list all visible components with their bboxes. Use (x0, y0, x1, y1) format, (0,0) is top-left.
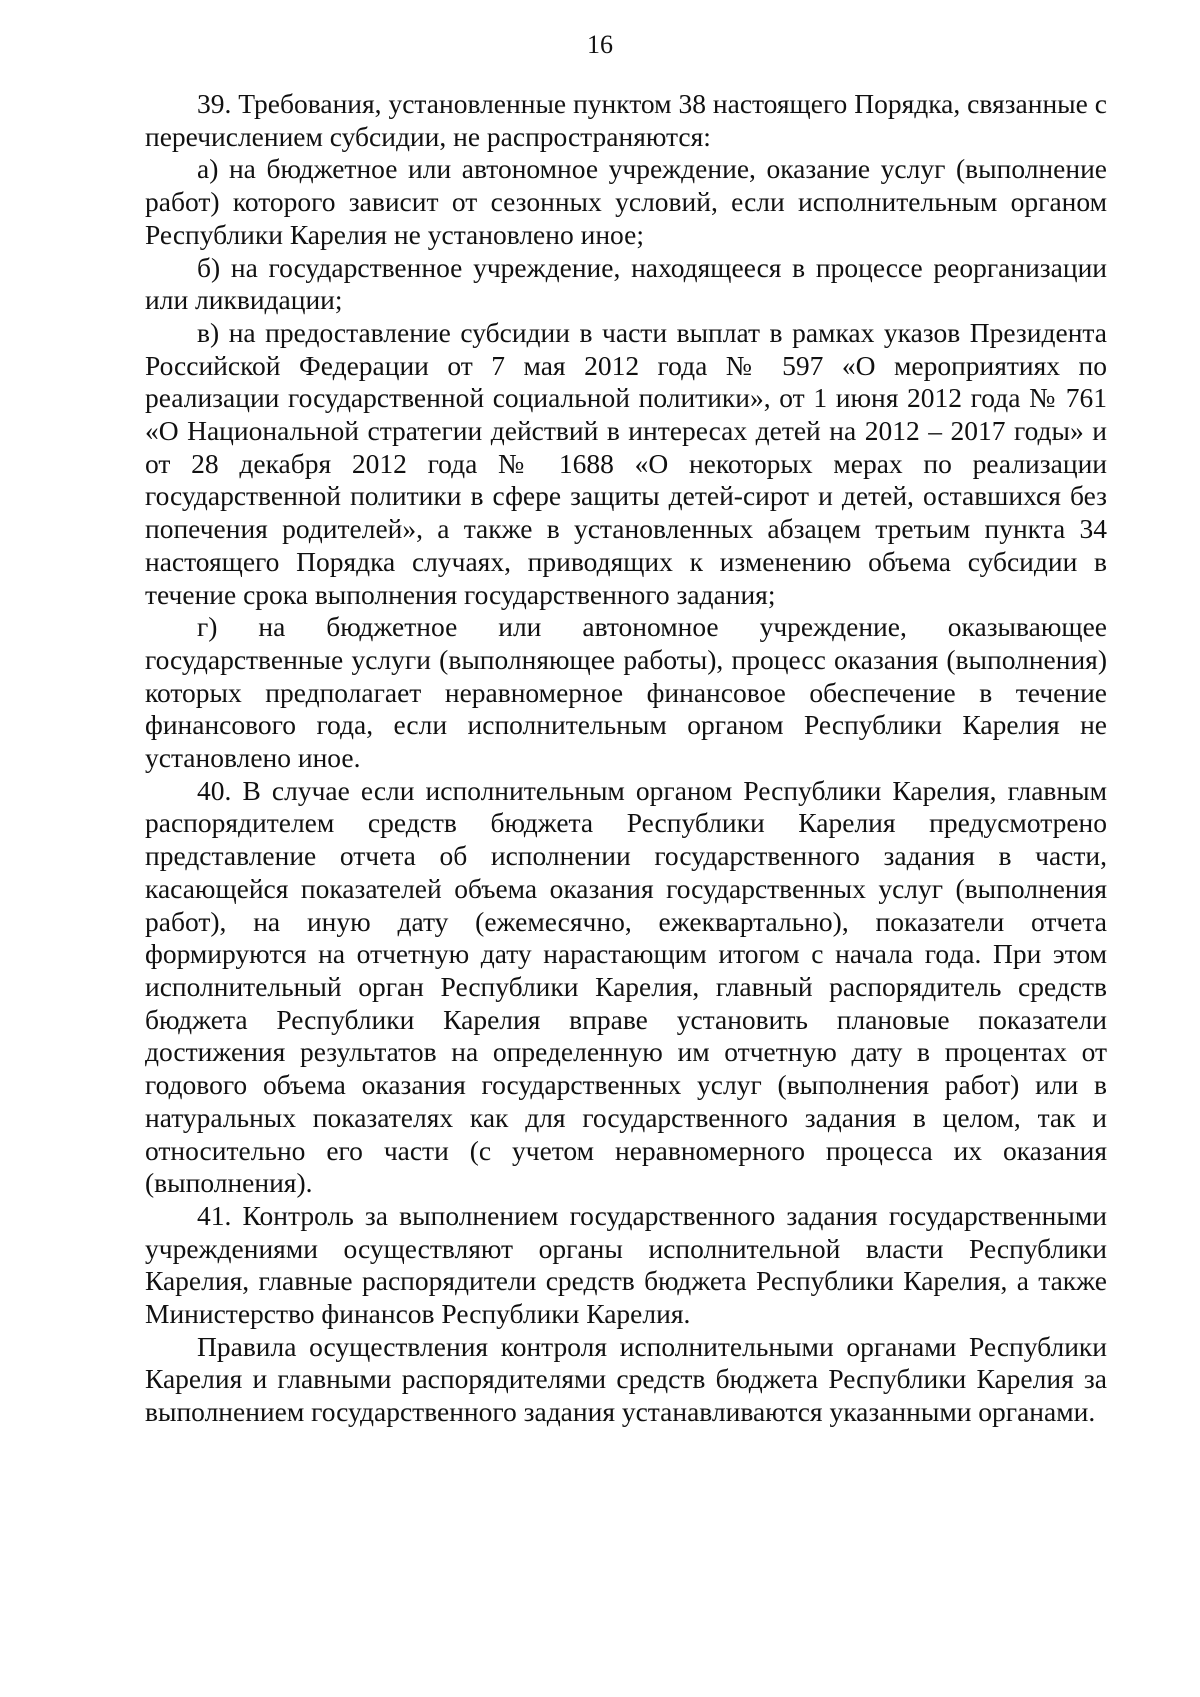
paragraph-39-g: г) на бюджетное или автономное учреждение, оказывающее государственные услуги (выполняющее работы), процесс оказания (выполнения) которых предполагает неравномерное финансовое обеспечение в течение финансового года, если исполнительным органом Республики Карелия не установлено иное. (145, 611, 1107, 774)
paragraph-39-a: а) на бюджетное или автономное учреждение, оказание услуг (выполнение работ) которого зависит от сезонных условий, если исполнительным органом Республики Карелия не установлено иное; (145, 153, 1107, 250)
page-number: 16 (587, 30, 613, 59)
paragraph-39-b: б) на государственное учреждение, находящееся в процессе реорганизации или ликвидации; (145, 251, 1107, 316)
paragraph-39-v: в) на предоставление субсидии в части выплат в рамках указов Президента Российской Федерации от 7 мая 2012 года № 597 «О мероприятиях по реализации государственной социальной политики», от 1 июня 2012 года № 761 «О Национальной стратегии действий в интересах детей на 2012 – 2017 годы» и от 28 декабря 2012 года № 1688 «О некоторых мерах по реализации государственной политики в сфере защиты детей-сирот и детей, оставшихся без попечения родителей», а также в установленных абзацем третьим пункта 34 настоящего Порядка случаях, приводящих к изменению объема субсидии в течение срока выполнения государственного задания; (145, 316, 1107, 610)
paragraph-41: 41. Контроль за выполнением государственного задания государственными учреждениями осуществляют органы исполнительной власти Республики Карелия, главные распорядители средств бюджета Республики Карелия, а также Министерство финансов Республики Карелия. (145, 1199, 1107, 1330)
paragraph-39: 39. Требования, установленные пунктом 38 настоящего Порядка, связанные с перечислением субсидии, не распространяются: (145, 88, 1107, 152)
document-body (145, 88, 1107, 1429)
paragraph-40: 40. В случае если исполнительным органом Республики Карелия, главным распорядителем средств бюджета Республики Карелия предусмотрено представление отчета об исполнении государственного задания в части, касающейся показателей объема оказания государственных услуг (выполнения работ), на иную дату (ежемесячно, ежеквартально), показатели отчета формируются на отчетную дату нарастающим итогом с начала года. При этом исполнительный орган Республики Карелия, главный распорядитель средств бюджета Республики Карелия вправе установить плановые показатели достижения результатов на определенную им отчетную дату в процентах от годового объема оказания государственных услуг (выполнения работ) или в натуральных показателях как для государственного задания в целом, так и относительно его части (с учетом неравномерного процесса их оказания (выполнения). (145, 774, 1107, 1199)
paragraph-41-rules: Правила осуществления контроля исполнительными органами Республики Карелия и главными распорядителями средств бюджета Республики Карелия за выполнением государственного задания устанавливаются указанными органами. (145, 1330, 1107, 1428)
